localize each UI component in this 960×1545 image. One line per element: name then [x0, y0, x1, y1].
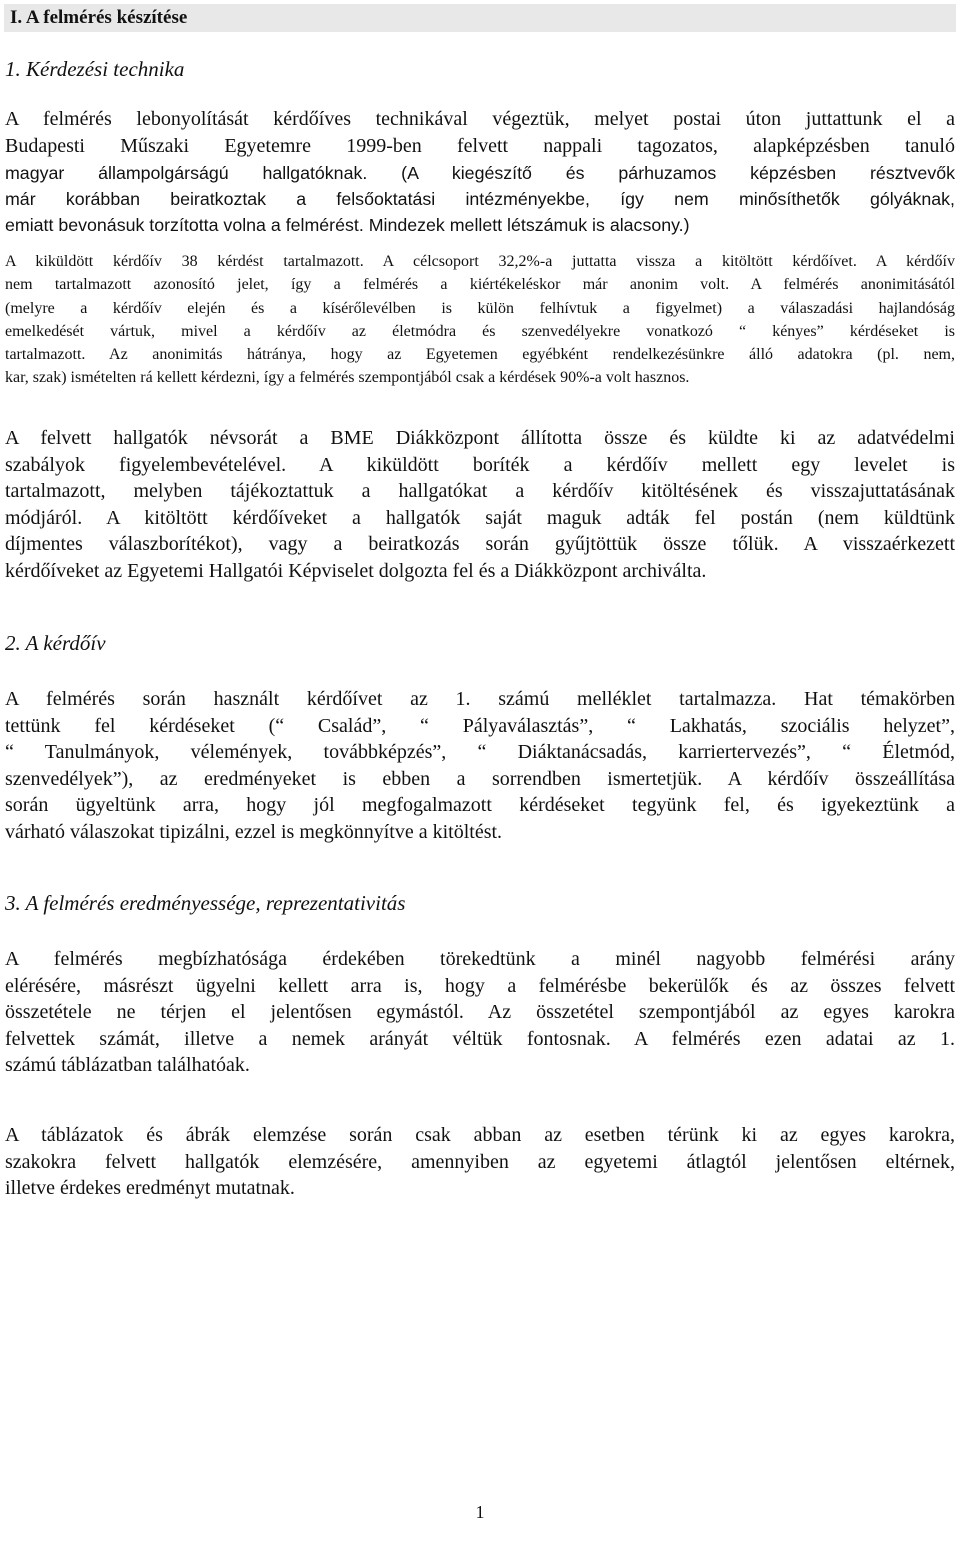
text-line: kar, szak) ismételten rá kellett kérdezni, így a felmérés szempontjából csak a kérdések 90%-a volt hasznos. [5, 369, 690, 387]
paragraph-method-intro [5, 106, 955, 159]
text-line: elérésére, másrészt ügyelni kellett arra is, hogy a felmérésbe bekerülők és az összes felvett [5, 974, 955, 997]
text-line: “ Tanulmányok, vélemények, továbbképzés”, “ Diáktanácsadás, karriertervezés”, “ Életmód, [5, 741, 955, 763]
text-line: A táblázatok és ábrák elemzése során csak abban az esetben térünk ki az egyes karokra, [5, 1124, 955, 1146]
chapter-header-bar [4, 4, 956, 32]
text-line: tartalmazott, melyben tájékoztattuk a hallgatókat a kérdőív kitöltésének és visszajuttatásának [5, 480, 955, 502]
text-line: A kiküldött kérdőív 38 kérdést tartalmazott. A célcsoport 32,2%-a juttatta vissza a kitöltött kérdőívet. A kérdőív [5, 253, 955, 270]
text-line: felvettek számát, illetve a nemek arányát véltük fontosnak. A felmérés ezen adatai az 1. [5, 1027, 955, 1050]
text-line: szakokra felvett hallgatók elemzésére, amennyiben az egyetemi átlagtól jelentősen eltérnek, [5, 1150, 955, 1173]
text-line: várható válaszokat tipizálni, ezzel is megkönnyítve a kitöltést. [5, 820, 503, 843]
text-line: A felmérés megbízhatósága érdekében törekedtünk a minél nagyobb felmérési arány [5, 948, 955, 970]
paragraph-analysis-note [5, 1122, 955, 1202]
section-heading-kerdezesi-technika: 1. Kérdezési technika [5, 57, 185, 81]
text-line: (melyre a kérdőív elején és a kísérőlevélben is külön felhívtuk a figyelmet) a válaszadási hajlandóság [5, 299, 955, 317]
text-line: módjáról. A kitöltött kérdőíveket a hallgatók saját maguk adták fel postán (nem küldtünk [5, 506, 955, 529]
text-line: számú táblázatban találhatóak. [5, 1054, 250, 1076]
paragraph-reliability [5, 946, 955, 1079]
text-line: A felmérés lebonyolítását kérdőíves technikával végeztük, melyet postai úton juttattunk el a [5, 108, 955, 130]
text-line: illetve érdekes eredményt mutatnak. [5, 1177, 295, 1199]
text-line: már korábban beiratkoztak a felsőoktatási intézményekbe, így nem minősíthetők gólyáknak, [5, 189, 955, 209]
text-line: nem tartalmazott azonosító jelet, így a felmérés a kiértékeléskor már anonim volt. A felmérés anonimitásától [5, 276, 955, 294]
text-line: emelkedését vártuk, mivel a kérdőív az életmódra és szenvedélyekre vonatkozó “ kényes” kérdéseket is [5, 322, 955, 340]
chapter-title: I. A felmérés készítése [10, 7, 188, 28]
text-line: kérdőíveket az Egyetemi Hallgatói Képviselet dolgozta fel és a Diákközpont archiválta. [5, 559, 707, 582]
text-line: Budapesti Műszaki Egyetemre 1999-ben felvett nappali tagozatos, alapképzésben tanuló [5, 134, 955, 157]
text-line: magyar állampolgárságú hallgatóknak. (A kiegészítő és párhuzamos képzésben résztvevők [5, 163, 955, 183]
paragraph-method-note [5, 160, 955, 238]
text-line: tartalmazott. Az anonimitás hátránya, hogy az Egyetemen egyébként rendelkezésünkre álló adatokra (pl. nem, [5, 346, 955, 364]
paragraph-questionnaire-topics [5, 686, 955, 845]
section-heading-eredmenyesseg: 3. A felmérés eredményessége, reprezentativitás [5, 891, 406, 915]
paragraph-distribution [5, 425, 955, 584]
text-line: során ügyeltünk arra, hogy jól megfogalmazott kérdéseket tegyünk fel, és igyekeztünk a [5, 794, 955, 816]
text-line: díjmentes válaszborítékot), vagy a beiratkozás során gyűjtöttük össze tőlük. A visszaérkezett [5, 533, 955, 555]
text-line: szenvedélyek”), az eredményeket is ebben a sorrendben ismertetjük. A kérdőív összeállítása [5, 767, 955, 790]
paragraph-questionnaire-details [5, 250, 955, 390]
text-line: A felmérés során használt kérdőívet az 1. számú melléklet tartalmazza. Hat témakörben [5, 688, 955, 710]
text-line: A felvett hallgatók névsorát a BME Diákközpont állította össze és küldte ki az adatvédelmi [5, 427, 955, 449]
text-line: szabályok figyelembevételével. A kiküldött boríték a kérdőív mellett egy levelet is [5, 453, 955, 476]
text-line: összetétele ne térjen el jelentősen egymástól. Az összetétel szempontjából az egyes karokra [5, 1001, 955, 1023]
text-line: emiatt bevonásuk torzította volna a felmérést. Mindezek mellett létszámuk is alacsony.) [5, 215, 690, 235]
text-line: tettünk fel kérdéseket (“ Család”, “ Pályaválasztás”, “ Lakhatás, szociális helyzet”, [5, 714, 955, 737]
page-number: 1 [475, 1502, 485, 1522]
section-heading-kerdoiv: 2. A kérdőív [5, 631, 106, 655]
